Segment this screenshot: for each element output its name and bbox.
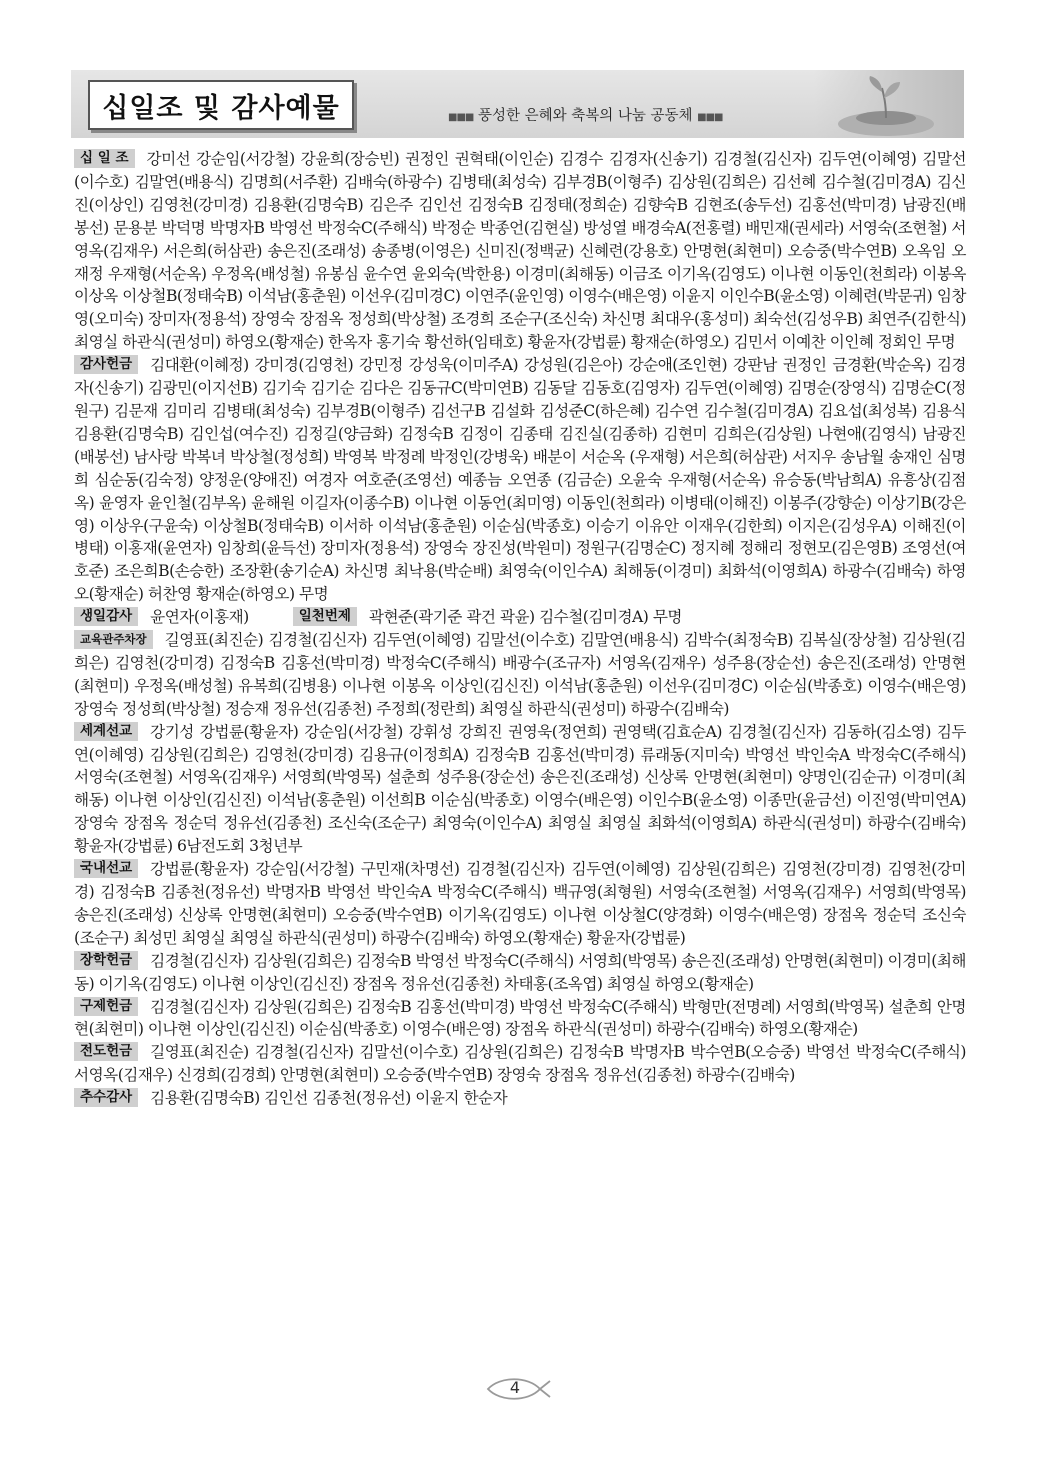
section-domestic-mission (74, 858, 966, 950)
section-names: 길영표(최진순) 김경철(김신자) 김두연(이혜영) 김말선(이수호) 김말연(배용식) 김박수(최정숙B) 김복실(장상철) 김상원(김희은) 김영천(강미경) 김정숙B 김홍선(박미경) 박정숙C(주해식) 배광수(조규자) 서영옥(김재우) 성주용(장순선) 송은진(조래성) 안명현(최현미) 우정옥(배성철) 유복희(김병용) 이나현 이봉옥 이상인(김신진) 이석남(홍춘원) 이선우(김미경C) 이순심(박종호) 이영수(배은영) 장영숙 정성희(박상철) 정승재 정유선(김종천) 주정희(정란희) 최영실 하관식(권성미) 하광수(김배숙) (74, 631, 966, 718)
section-evangelism (74, 1041, 966, 1087)
section-names: 곽현준(곽기준 곽건 곽윤) 김수철(김미경A) 무명 (368, 608, 682, 627)
subtitle-mark-right: ■■■ (697, 112, 723, 123)
section-label: 전도헌금 (74, 1042, 138, 1061)
section-names: 강기성 강법륜(황윤자) 강순임(서강철) 강휘성 강희진 권영욱(정연희) 권영택(김효순A) 김경철(김신자) 김동하(김소영) 김두연(이혜영) 김상원(김희은) 김영천(강미경) 김용규(이정희A) 김정숙B 김홍선(박미경) 류래동(지미숙) 박영선 박인숙A 박정숙C(주해식) 서영숙(조현철) 서영옥(김재우) 서영희(박영목) 설춘희 성주용(장순선) 송은진(조래성) 신상록 안명현(최현미) 양명인(김순규) 이경미(최해동) 이나현 이상인(김신진) 이석남(홍춘원) 이선희B 이순심(박종호) 이영수(배은영) 이인수B(윤소영) 이종만(윤금선) 이진영(박미연A) 장영숙 장점옥 정순덕 정유선(김종천) 조신숙(조순구) 최영숙(이인수A) 최영실 최영실 최화석(이영희A) 하관식(권성미) 하광수(김배숙) 황윤자(강법륜) 6남전도회 3청년부 (74, 722, 966, 856)
section-world-mission (74, 721, 966, 858)
section-education-parking (74, 629, 966, 721)
section-label: 감사헌금 (74, 355, 138, 374)
section-label: 생일감사 (74, 607, 138, 626)
section-scholarship (74, 950, 966, 996)
page-subtitle (448, 104, 722, 125)
section-harvest-thanks (74, 1087, 966, 1110)
section-label: 장학헌금 (74, 951, 138, 970)
section-names: 강미선 강순임(서강철) 강윤희(장승빈) 권정인 권혁태(이인순) 김경수 김경자(신송기) 김경철(김신자) 김두연(이혜영) 김말선(이수호) 김말연(배용식) 김명희(서주환) 김배숙(하광수) 김병태(최성숙) 김부경B(이형주) 김상원(김희은) 김선혜 김수철(김미경A) 김신진(이상인) 김영천(강미경) 김용환(김명숙B) 김은주 김인선 김정숙B 김정태(정희순) 김향숙B 김현조(송두선) 김홍선(박미경) 남광진(배봉선) 문용분 박덕명 박명자B 박영선 박정숙C(주해식) 박정순 박종언(김현실) 방성열 배경숙A(전홍렬) 배민재(권세라) 서영숙(조현철) 서영옥(김재우) 서은희(허삼관) 송은진(조래성) 송종병(이영은) 신미진(정백균) 신혜련(강용호) 안명현(최현미) 오승중(박수연B) 오옥임 오재정 우재형(서순옥) 우정옥(배성철) 유봉심 윤수연 윤외숙(박한용) 이경미(최해동) 이금조 이기옥(김영도) 이나현 이동인(천희라) 이봉옥 이상옥 이상철B(정태숙B) 이석남(홍춘원) 이선우(김미경C) 이연주(윤인영) 이영수(배은영) 이윤지 이인수B(윤소영) 이혜련(박문귀) 임창영(오미숙) 장미자(정용석) 장영숙 장점옥 정성희(박상철) 조경희 조순구(조신숙) 차신명 최대우(홍성미) 최숙선(김성우B) 최연주(김한식) 최영실 하관식(권성미) 하영오(황재순) 한옥자 홍기숙 황선하(임태호) 황윤자(강법륜) 황재순(하영오) 김민서 이예찬 이인혜 정회인 무명 (74, 150, 966, 352)
section-label: 세계선교 (74, 722, 138, 741)
page-title: 십일조 및 감사예물 (88, 80, 354, 130)
page-number (484, 1372, 554, 1406)
section-names: 길영표(최진순) 김경철(김신자) 김말선(이수호) 김상원(김희은) 김정숙B 박명자B 박수연B(오승중) 박영선 박정숙C(주해식) 서영옥(김재우) 신경희(김경희) 안명현(최현미) 오승중(박수연B) 장영숙 장점옥 정유선(김종천) 하광수(김배숙) (74, 1043, 966, 1085)
section-label: 국내선교 (74, 859, 138, 878)
offering-list (74, 148, 966, 1110)
section-tithe (74, 148, 966, 354)
section-names: 강법륜(황윤자) 강순임(서강철) 구민재(차명선) 김경철(김신자) 김두연(이혜영) 김상원(김희은) 김영천(강미경) 김영천(강미경) 김정숙B 김종천(정유선) 박명자B 박영선 박인숙A 박정숙C(주해식) 백규영(최형원) 서영숙(조현철) 서영옥(김재우) 서영희(박영목) 송은진(조래성) 신상록 안명현(최현미) 오승중(박수연B) 이기옥(김영도) 이나현 이상철C(양경화) 이영수(배은영) 장점옥 정순덕 조신숙(조순구) 최성민 최영실 최영실 하관식(권성미) 하광수(김배숙) 하영오(황재순) 황윤자(강법륜) (74, 860, 966, 947)
section-names: 김경철(김신자) 김상원(김희은) 김정숙B 김홍선(박미경) 박영선 박정숙C(주해식) 박형만(전명례) 서영희(박영목) 설춘희 안명현(최현미) 이나현 이상인(김신진) 이순심(박종호) 이영수(배은영) 장점옥 하관식(권성미) 하광수(김배숙) 하영오(황재순) (74, 997, 966, 1039)
page-number-text: 4 (509, 1378, 521, 1397)
section-relief (74, 996, 966, 1042)
section-names: 윤연자(이홍재) (150, 608, 249, 627)
subtitle-text: 풍성한 은혜와 축복의 나눔 공동체 (477, 108, 693, 124)
section-names: 김경철(김신자) 김상원(김희은) 김정숙B 박영선 박정숙C(주해식) 서영희(박영목) 송은진(조래성) 안명현(최현미) 이경미(최해동) 이기옥(김영도) 이나현 이상인(김신진) 장점옥 정유선(김종천) 차태홍(조옥엽) 최영실 하영오(황재순) (74, 951, 966, 993)
section-thanks-offering (74, 354, 966, 606)
section-label: 일천번제 (293, 607, 357, 626)
section-label: 구제헌금 (74, 997, 138, 1016)
section-names: 김용환(김명숙B) 김인선 김종천(정유선) 이윤지 한순자 (150, 1089, 508, 1108)
section-label: 십 일 조 (74, 149, 135, 168)
subtitle-mark-left: ■■■ (448, 112, 474, 123)
section-birthday-thanks (74, 606, 966, 629)
section-label: 교육관주차장 (74, 630, 153, 649)
section-label: 추수감사 (74, 1088, 138, 1107)
section-names: 김대환(이혜정) 강미경(김영천) 강민정 강성욱(이미주A) 강성원(김은아) 강순애(조인현) 강판남 권정인 금경환(박순옥) 김경자(신송기) 김광민(이지선B) 김기숙 김기순 김다은 김동규C(박미연B) 김동달 김동호(김영자) 김두연(이혜영) 김명순(장영식) 김명순C(정원구) 김문재 김미리 김병태(최성숙) 김부경B(이형주) 김선구B 김설화 김성준C(하은혜) 김수연 김수철(김미경A) 김요섭(최성복) 김용식 김용환(김명숙B) 김인섭(여수진) 김정길(양금화) 김정숙B 김정이 김종태 김진실(김종하) 김현미 김희은(김상원) 나현애(김영식) 남광진(배봉선) 남사랑 박복녀 박상철(정성희) 박영복 박정례 박정인(강병욱) 배분이 서순옥 (우재형) 서은희(허삼관) 서지우 송남월 송재인 심명희 심순동(김숙정) 양정운(양애진) 여경자 여호준(조영선) 예종늠 오연종 (김금순) 오윤숙 우재형(서순옥) 유승동(박남희A) 유흥상(김점옥) 윤영자 윤인철(김부옥) 윤해원 이길자(이종수B) 이나현 이동언(최미영) 이동인(천희라) 이병태(이해진) 이봉주(강향순) 이상기B(강은영) 이상우(구윤숙) 이상철B(정태숙B) 이서하 이석남(홍춘원) 이순심(박종호) 이승기 이유안 이재우(김한희) 이지은(김성우A) 이해진(이병태) 이홍재(윤연자) 임창희(윤득선) 장미자(정용석) 장영숙 장진성(박원미) 정원구(김명순C) 정지혜 정해리 정현모(김은영B) 조영선(여호준) 조은희B(손승한) 조장환(송기순A) 차신명 최낙용(박순배) 최영숙(이인수A) 최해동(이경미) 최화석(이영희A) 하광수(김배숙) 하영오(황재순) 허찬영 황재순(하영오) 무명 (74, 356, 966, 604)
hands-sprout-photo (814, 70, 964, 138)
